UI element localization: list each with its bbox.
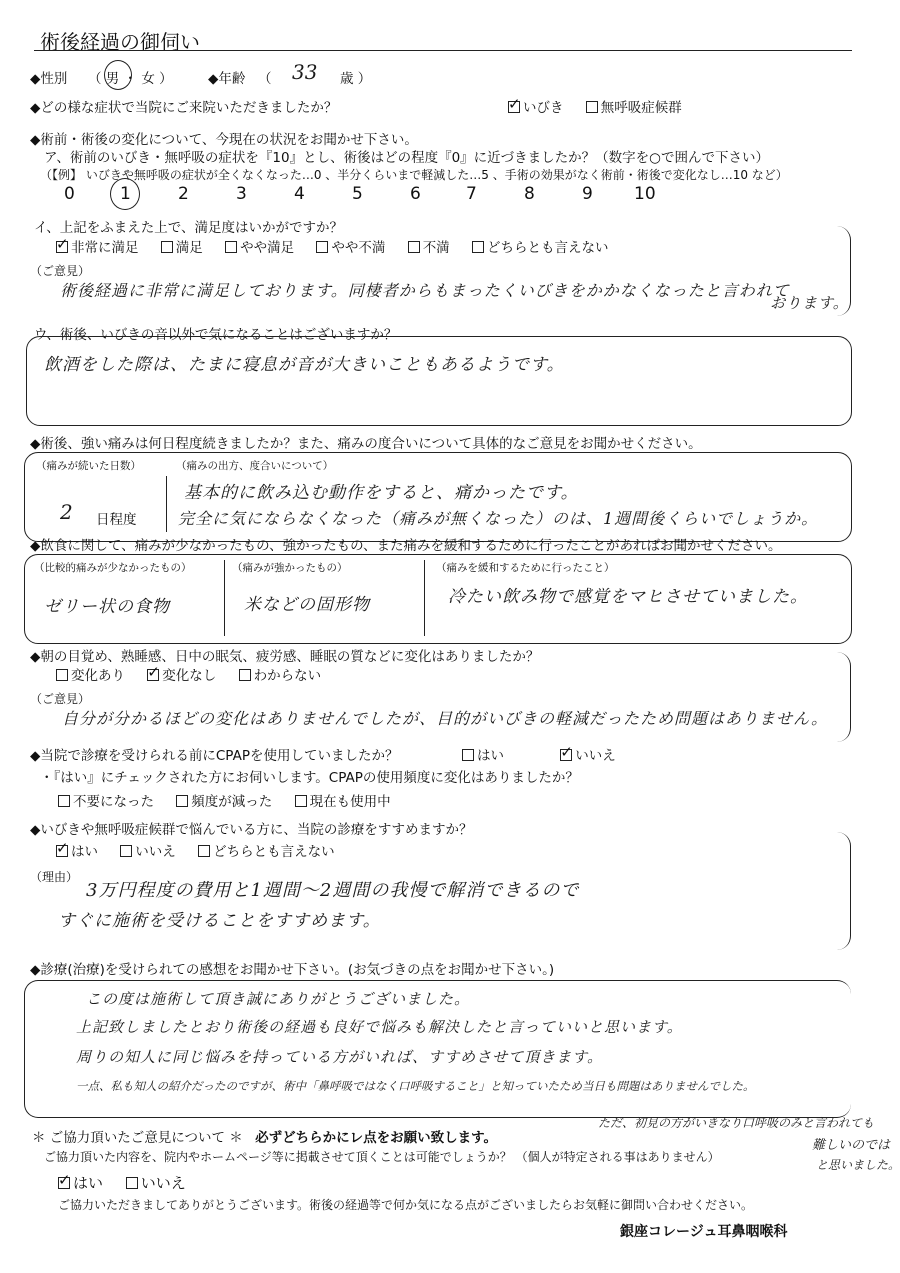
pain-detail-2[interactable]: 完全に気にならなくなった（痛みが無くなった）のは、1週間後くらいでしょうか。	[178, 509, 819, 528]
food-less-answer[interactable]: ゼリー状の食物	[44, 597, 170, 617]
gender-circle-mark	[104, 60, 132, 90]
pain-days-unit: 日程度	[96, 512, 137, 528]
pain-detail-label: （痛みの出方、度合いについて）	[176, 460, 334, 472]
cpap-sub-reduced[interactable]: 頻度が減った	[176, 790, 272, 810]
sat-option-unhappy[interactable]: 不満	[408, 236, 450, 256]
morning-question: ◆朝の目覚め、熟睡感、日中の眠気、疲労感、睡眠の質などに変化はありましたか？	[30, 649, 540, 665]
morning-option-changed[interactable]: 変化あり	[56, 664, 125, 684]
scale-10[interactable]: 10	[634, 184, 656, 204]
cpap-option-no[interactable]: ✓ いいえ	[560, 744, 616, 764]
impression-line-3[interactable]: 周りの知人に同じ悩みを持っている方がいれば、すすめさせて頂きます。	[76, 1048, 603, 1066]
scale-5[interactable]: 5	[352, 184, 363, 204]
pain-detail-1[interactable]: 基本的に飲み込む動作をすると、痛かったです。	[184, 483, 579, 503]
checkbox-checked-icon[interactable]	[508, 101, 520, 113]
scale-4[interactable]: 4	[294, 184, 305, 204]
gender-options: （ 男 ・ 女 ）	[88, 71, 173, 87]
age-open-paren: （	[258, 71, 272, 87]
food-relief-answer[interactable]: 冷たい飲み物で感覚をマヒさせていました。	[448, 587, 808, 607]
scale-circle-mark	[110, 178, 140, 210]
symptom-question: ◆どの様な症状で当院にご来院いただきましたか？	[30, 100, 338, 116]
morning-option-no-change[interactable]: ✓ 変化なし	[147, 664, 216, 684]
other-question: ウ、術後、いびきの音以外で気になることはございますか？	[34, 327, 398, 343]
checkbox-icon[interactable]	[176, 795, 188, 807]
symptom-option-snoring[interactable]: ✓ いびき	[508, 96, 564, 116]
footer-option-yes[interactable]: ✓はい	[58, 1172, 103, 1193]
gender-label: ◆性別	[30, 71, 68, 87]
age-label: ◆年齢	[208, 71, 246, 87]
recommend-answer-2[interactable]: すぐに施術を受けることをすすめます。	[58, 911, 381, 931]
age-unit: 歳 ）	[340, 71, 372, 87]
checkbox-checked-icon[interactable]	[58, 1177, 70, 1189]
page-title: 術後経過の御伺い	[40, 30, 200, 54]
scale-8[interactable]: 8	[524, 184, 535, 204]
pain-question: ◆術後、強い痛みは何日程度続きましたか？また、痛みの度合いについて具体的なご意見をお聞かせください。	[30, 436, 702, 452]
pain-divider	[166, 476, 167, 532]
scale-9[interactable]: 9	[582, 184, 593, 204]
cpap-sub-options	[58, 790, 409, 810]
cpap-sub-question: ・『はい』にチェックされた方にお伺いします。CPAPの使用頻度に変化はありましたか？	[40, 770, 579, 786]
food-relief-label: （痛みを緩和するために行ったこと）	[436, 562, 615, 574]
food-divider-2	[424, 560, 425, 636]
checkbox-icon[interactable]	[316, 241, 328, 253]
scale-7[interactable]: 7	[466, 184, 477, 204]
change-example: （【例】 いびきや無呼吸の症状が全くなくなった…0 、半分くらいまで軽減した…5 、手術の効果がなく術前・術後で変化なし…10 など）	[40, 168, 788, 182]
cpap-option-yes[interactable]: はい	[462, 744, 504, 764]
checkbox-icon[interactable]	[586, 101, 598, 113]
pain-days-label: （痛みが続いた日数）	[36, 460, 141, 472]
checkbox-checked-icon[interactable]	[560, 749, 572, 761]
cpap-question: ◆当院で診療を受けられる前にCPAPを使用していましたか？	[30, 748, 399, 764]
clinic-name: 銀座コレージュ耳鼻咽喉科	[620, 1224, 788, 1240]
change-sub-a: ア、術前のいびき・無呼吸の症状を『10』とし、術後はどの程度『0』に近づきましたか？（数字を○で囲んで下さい）	[44, 150, 769, 166]
morning-option-unknown[interactable]: わからない	[239, 664, 322, 684]
footer-question: ご協力頂いた内容を、院内やホームページ等に掲載させて頂くことは可能でしょうか？ （個人が特定される事はありません）	[44, 1150, 720, 1164]
checkbox-icon[interactable]	[472, 241, 484, 253]
food-less-label: （比較的痛みが少なかったもの）	[34, 562, 192, 574]
sat-option-somewhat[interactable]: やや満足	[225, 236, 294, 256]
checkbox-icon[interactable]	[58, 795, 70, 807]
scale-1[interactable]: 1	[120, 184, 131, 204]
recommend-answer-1[interactable]: 3万円程度の費用と1週間〜2週間の我慢で解消できるので	[86, 880, 580, 901]
impression-line-6[interactable]: 難しいのでは	[812, 1138, 891, 1153]
satisfaction-opinion-label: （ご意見）	[30, 264, 91, 278]
checkbox-icon[interactable]	[295, 795, 307, 807]
cpap-sub-unneeded[interactable]: 不要になった	[58, 790, 154, 810]
checkbox-icon[interactable]	[408, 241, 420, 253]
food-divider-1	[224, 560, 225, 636]
impression-line-5[interactable]: ただ、初見の方がいきなり口呼吸のみと言われても	[598, 1116, 875, 1130]
satisfaction-answer-2[interactable]: おります。	[770, 294, 849, 312]
footer-option-no[interactable]: いいえ	[126, 1172, 186, 1193]
food-more-label: （痛みが強かったもの）	[232, 562, 348, 574]
checkbox-icon[interactable]	[462, 749, 474, 761]
impression-line-2[interactable]: 上記致しましたとおり術後の経過も良好で悩みも解決したと言っていいと思います。	[76, 1018, 683, 1036]
satisfaction-options	[56, 236, 626, 256]
satisfaction-answer-1[interactable]: 術後経過に非常に満足しております。同棲者からもまったくいびきをかかなくなったと言われて	[60, 281, 790, 300]
sat-option-very[interactable]: ✓非常に満足	[56, 236, 139, 256]
satisfaction-question: イ、上記をふまえた上で、満足度はいかがですか？	[34, 220, 344, 236]
impression-line-1[interactable]: この度は施術して頂き誠にありがとうございました。	[86, 990, 471, 1008]
symptom-options	[508, 96, 700, 116]
sat-option-neither[interactable]: どちらとも言えない	[472, 236, 609, 256]
checkbox-icon[interactable]	[225, 241, 237, 253]
impression-question: ◆診療(治療)を受けられての感想をお聞かせ下さい。(お気づきの点をお聞かせ下さい。)	[30, 962, 555, 978]
morning-opinion-label: （ご意見）	[30, 692, 91, 706]
checkbox-icon[interactable]	[161, 241, 173, 253]
footer-heading: ＊ ご協力頂いたご意見について ＊ 必ずどちらかにレ点をお願い致します。	[32, 1130, 498, 1146]
scale-0[interactable]: 0	[64, 184, 75, 204]
recommend-option-neither[interactable]: どちらとも言えない	[198, 840, 335, 860]
recommend-option-yes[interactable]: ✓はい	[56, 840, 98, 860]
pain-days-value[interactable]: 2	[60, 500, 73, 524]
age-value[interactable]: 33	[292, 60, 318, 84]
sat-option-slightly-unhappy[interactable]: やや不満	[316, 236, 385, 256]
food-question: ◆飲食に関して、痛みが少なかったもの、強かったもの、また痛みを緩和するために行ったことがあればお聞かせください。	[30, 538, 782, 554]
title-divider	[34, 50, 852, 51]
recommend-question: ◆いびきや無呼吸症候群で悩んでいる方に、当院の診療をすすめますか？	[30, 822, 473, 838]
scale-3[interactable]: 3	[236, 184, 247, 204]
recommend-option-no[interactable]: いいえ	[120, 840, 176, 860]
footer-thanks: ご協力いただきましてありがとうございます。術後の経過等で何か気になる点がございましたらお気軽に御問い合わせください。	[58, 1198, 754, 1212]
cpap-options	[462, 744, 634, 764]
checkbox-checked-icon[interactable]	[56, 241, 68, 253]
impression-line-4[interactable]: 一点、私も知人の紹介だったのですが、術中「鼻呼吸ではなく口呼吸すること」と知っていたため当日も問題はありませんでした。	[76, 1079, 755, 1093]
impression-line-7[interactable]: と思いました。	[816, 1158, 900, 1172]
checkbox-icon[interactable]	[126, 1177, 138, 1189]
sat-option-satisfied[interactable]: 満足	[161, 236, 203, 256]
other-answer[interactable]: 飲酒をした際は、たまに寝息が音が大きいこともあるようです。	[44, 355, 565, 375]
symptom-option-apnea[interactable]: 無呼吸症候群	[586, 96, 682, 116]
scale-6[interactable]: 6	[410, 184, 421, 204]
morning-answer[interactable]: 自分が分かるほどの変化はありませんでしたが、目的がいびきの軽減だったため問題はありません。	[62, 709, 828, 728]
recommend-reason-label: （理由）	[30, 870, 79, 884]
cpap-sub-still[interactable]: 現在も使用中	[295, 790, 391, 810]
change-question: ◆術前・術後の変化について、今現在の状況をお聞かせ下さい。	[30, 132, 418, 148]
scale-2[interactable]: 2	[178, 184, 189, 204]
food-more-answer[interactable]: 米などの固形物	[244, 595, 370, 615]
footer-options	[58, 1172, 204, 1193]
